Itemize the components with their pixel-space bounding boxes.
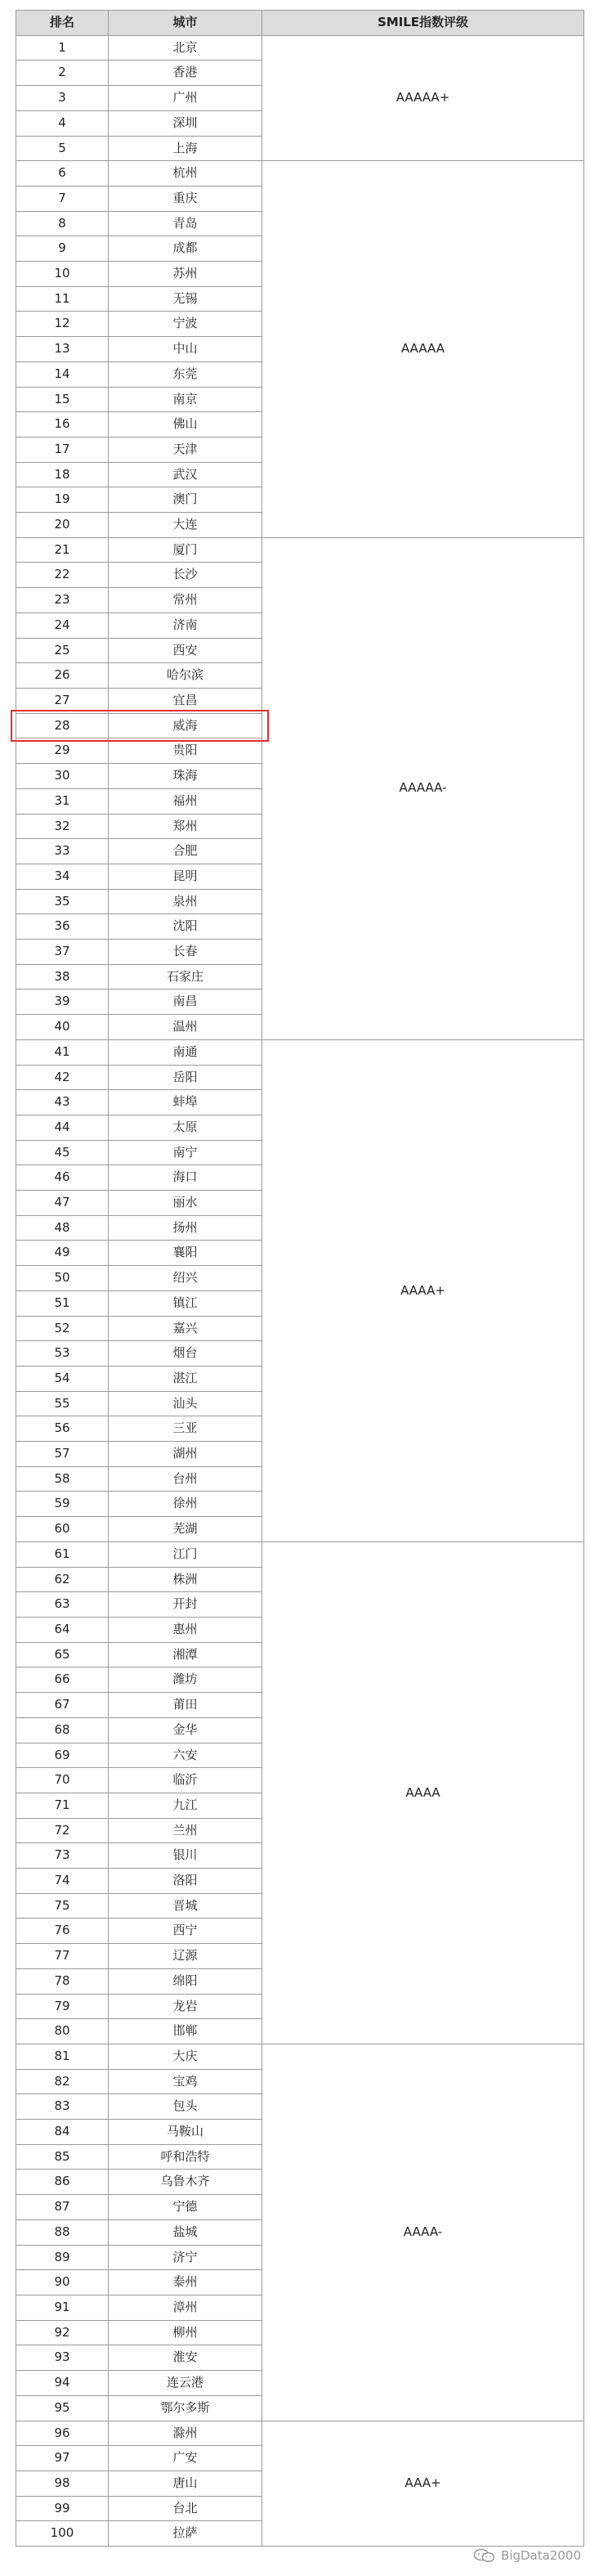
rank-cell: 14 [16,361,109,387]
rank-cell: 1 [16,35,109,61]
city-cell: 扬州 [109,1215,262,1241]
rank-cell: 76 [16,1919,109,1944]
rank-cell: 70 [16,1768,109,1793]
rank-cell: 54 [16,1366,109,1391]
rank-cell: 29 [16,738,109,764]
rank-cell: 18 [16,462,109,487]
rank-cell: 49 [16,1241,109,1266]
rank-cell: 28 [16,713,109,738]
city-cell: 东莞 [109,361,262,387]
city-cell: 漳州 [109,2295,262,2320]
rank-cell: 23 [16,588,109,613]
rank-cell: 45 [16,1140,109,1165]
city-cell: 昆明 [109,864,262,889]
city-cell: 上海 [109,136,262,161]
city-cell: 徐州 [109,1492,262,1517]
city-cell: 绵阳 [109,1968,262,1994]
city-cell: 九江 [109,1793,262,1818]
rank-cell: 33 [16,839,109,864]
rank-cell: 19 [16,487,109,513]
rank-cell: 90 [16,2270,109,2296]
rank-cell: 15 [16,387,109,412]
city-cell: 莆田 [109,1693,262,1718]
city-cell: 合肥 [109,839,262,864]
rank-cell: 12 [16,312,109,337]
city-cell: 株洲 [109,1567,262,1592]
city-cell: 辽源 [109,1944,262,1969]
city-cell: 济南 [109,613,262,638]
city-cell: 深圳 [109,110,262,136]
rank-cell: 32 [16,814,109,839]
city-cell: 宁波 [109,312,262,337]
rank-cell: 99 [16,2496,109,2521]
rank-cell: 85 [16,2144,109,2170]
rank-cell: 58 [16,1466,109,1492]
rank-cell: 92 [16,2320,109,2345]
city-cell: 邯郸 [109,2019,262,2044]
rank-cell: 26 [16,663,109,689]
city-cell: 北京 [109,35,262,61]
city-cell: 大庆 [109,2044,262,2069]
city-cell: 佛山 [109,412,262,438]
city-cell: 拉萨 [109,2521,262,2547]
city-cell: 南昌 [109,990,262,1015]
city-cell: 长沙 [109,563,262,588]
table-row [16,537,584,563]
city-cell: 沈阳 [109,914,262,940]
city-cell: 江门 [109,1542,262,1567]
city-cell: 宁德 [109,2195,262,2220]
city-cell: 盐城 [109,2219,262,2245]
rank-cell: 24 [16,613,109,638]
rank-cell: 7 [16,186,109,211]
watermark-text: BigData2000 [501,2548,581,2563]
city-cell: 临沂 [109,1768,262,1793]
city-cell: 苏州 [109,262,262,287]
city-cell: 惠州 [109,1618,262,1643]
city-cell: 南京 [109,387,262,412]
rank-cell: 37 [16,940,109,965]
city-cell: 烟台 [109,1341,262,1367]
city-cell: 包头 [109,2094,262,2120]
table-row [16,2044,584,2069]
city-cell: 重庆 [109,186,262,211]
ranking-table [16,10,584,2547]
rank-cell: 69 [16,1743,109,1768]
rank-cell: 81 [16,2044,109,2069]
city-cell: 鄂尔多斯 [109,2395,262,2421]
city-cell: 乌鲁木齐 [109,2170,262,2195]
rank-cell: 8 [16,211,109,236]
rank-cell: 96 [16,2421,109,2446]
city-cell: 长春 [109,940,262,965]
rank-cell: 17 [16,437,109,462]
rank-cell: 42 [16,1065,109,1090]
city-cell: 金华 [109,1717,262,1743]
rank-cell: 60 [16,1517,109,1542]
city-cell: 湖州 [109,1442,262,1467]
rank-cell: 48 [16,1215,109,1241]
grade-cell: AAAA [262,1542,584,2044]
city-cell: 丽水 [109,1191,262,1216]
city-cell: 宜昌 [109,688,262,713]
rank-cell: 74 [16,1869,109,1894]
rank-cell: 44 [16,1115,109,1140]
city-cell: 洛阳 [109,1869,262,1894]
rank-cell: 72 [16,1818,109,1843]
rank-cell: 3 [16,86,109,111]
table-body [16,35,584,2546]
city-cell: 连云港 [109,2371,262,2396]
city-cell: 马鞍山 [109,2120,262,2145]
grade-cell: AAAA- [262,2044,584,2421]
rank-cell: 59 [16,1492,109,1517]
grade-cell: AAAAA+ [262,35,584,161]
city-cell: 常州 [109,588,262,613]
rank-cell: 13 [16,337,109,362]
rank-cell: 86 [16,2170,109,2195]
city-cell: 银川 [109,1843,262,1869]
city-cell: 郑州 [109,814,262,839]
grade-cell: AAA+ [262,2421,584,2547]
watermark [473,2548,581,2563]
grade-cell: AAAAA [262,161,584,538]
rank-cell: 36 [16,914,109,940]
rank-cell: 22 [16,563,109,588]
city-cell: 广州 [109,86,262,111]
rank-cell: 62 [16,1567,109,1592]
rank-cell: 75 [16,1893,109,1919]
rank-cell: 78 [16,1968,109,1994]
city-cell: 芜湖 [109,1517,262,1542]
rank-cell: 98 [16,2471,109,2496]
city-cell: 哈尔滨 [109,663,262,689]
table-row [16,161,584,186]
rank-cell: 38 [16,964,109,990]
rank-cell: 66 [16,1667,109,1693]
rank-cell: 61 [16,1542,109,1567]
city-cell: 温州 [109,1015,262,1040]
rank-cell: 100 [16,2521,109,2547]
city-cell: 滁州 [109,2421,262,2446]
rank-cell: 94 [16,2371,109,2396]
rank-cell: 6 [16,161,109,186]
city-cell: 湘潭 [109,1642,262,1667]
table-row [16,1039,584,1065]
city-cell: 西安 [109,638,262,663]
rank-cell: 27 [16,688,109,713]
wechat-icon [473,2548,496,2563]
rank-cell: 93 [16,2345,109,2371]
rank-cell: 47 [16,1191,109,1216]
city-cell: 宝鸡 [109,2069,262,2094]
rank-cell: 25 [16,638,109,663]
rank-cell: 83 [16,2094,109,2120]
city-cell: 襄阳 [109,1241,262,1266]
rank-cell: 43 [16,1090,109,1115]
rank-cell: 39 [16,990,109,1015]
rank-cell: 9 [16,236,109,262]
grade-cell: AAAA+ [262,1039,584,1542]
rank-cell: 34 [16,864,109,889]
rank-cell: 10 [16,262,109,287]
city-cell: 南通 [109,1039,262,1065]
city-cell: 海口 [109,1165,262,1191]
table-row [16,1542,584,1567]
city-cell: 兰州 [109,1818,262,1843]
rank-cell: 40 [16,1015,109,1040]
city-cell: 石家庄 [109,964,262,990]
city-cell: 青岛 [109,211,262,236]
city-cell: 汕头 [109,1391,262,1416]
city-cell: 嘉兴 [109,1316,262,1341]
city-cell: 六安 [109,1743,262,1768]
rank-cell: 64 [16,1618,109,1643]
city-cell: 泉州 [109,889,262,914]
rank-cell: 41 [16,1039,109,1065]
rank-cell: 57 [16,1442,109,1467]
city-cell: 中山 [109,337,262,362]
rank-cell: 63 [16,1592,109,1618]
rank-cell: 35 [16,889,109,914]
city-cell: 太原 [109,1115,262,1140]
rank-cell: 97 [16,2446,109,2471]
rank-cell: 89 [16,2245,109,2270]
grade-cell: AAAAA- [262,537,584,1039]
rank-cell: 55 [16,1391,109,1416]
city-cell: 大连 [109,513,262,538]
rank-cell: 82 [16,2069,109,2094]
city-cell: 台北 [109,2496,262,2521]
rank-cell: 79 [16,1994,109,2019]
city-cell: 西宁 [109,1919,262,1944]
header-rank: 排名 [16,11,109,36]
rank-cell: 52 [16,1316,109,1341]
rank-cell: 53 [16,1341,109,1367]
rank-cell: 16 [16,412,109,438]
rank-cell: 20 [16,513,109,538]
header-city: 城市 [109,11,262,36]
rank-cell: 46 [16,1165,109,1191]
city-cell: 珠海 [109,764,262,789]
rank-cell: 65 [16,1642,109,1667]
rank-cell: 51 [16,1290,109,1316]
city-cell: 南宁 [109,1140,262,1165]
rank-cell: 5 [16,136,109,161]
city-cell: 三亚 [109,1416,262,1442]
rank-cell: 50 [16,1266,109,1291]
city-cell: 武汉 [109,462,262,487]
city-cell: 福州 [109,788,262,814]
city-cell: 柳州 [109,2320,262,2345]
header-grade: SMILE指数评级 [262,11,584,36]
rank-cell: 30 [16,764,109,789]
rank-cell: 21 [16,537,109,563]
rank-cell: 80 [16,2019,109,2044]
rank-cell: 71 [16,1793,109,1818]
rank-cell: 91 [16,2295,109,2320]
city-cell: 唐山 [109,2471,262,2496]
rank-cell: 2 [16,61,109,86]
city-cell: 呼和浩特 [109,2144,262,2170]
city-cell: 开封 [109,1592,262,1618]
city-cell: 台州 [109,1466,262,1492]
city-cell: 无锡 [109,286,262,312]
table-row [16,35,584,61]
city-cell: 天津 [109,437,262,462]
city-cell: 龙岩 [109,1994,262,2019]
city-cell: 成都 [109,236,262,262]
rank-cell: 56 [16,1416,109,1442]
city-cell: 厦门 [109,537,262,563]
city-cell: 济宁 [109,2245,262,2270]
table-header-row [16,11,584,36]
rank-cell: 68 [16,1717,109,1743]
rank-cell: 73 [16,1843,109,1869]
rank-cell: 84 [16,2120,109,2145]
rank-cell: 87 [16,2195,109,2220]
city-cell: 威海 [109,713,262,738]
city-cell: 岳阳 [109,1065,262,1090]
city-cell: 蚌埠 [109,1090,262,1115]
city-cell: 湛江 [109,1366,262,1391]
ranking-table-container [16,10,583,2547]
city-cell: 潍坊 [109,1667,262,1693]
rank-cell: 67 [16,1693,109,1718]
city-cell: 绍兴 [109,1266,262,1291]
city-cell: 香港 [109,61,262,86]
rank-cell: 95 [16,2395,109,2421]
city-cell: 澳门 [109,487,262,513]
city-cell: 泰州 [109,2270,262,2296]
city-cell: 杭州 [109,161,262,186]
table-row [16,2421,584,2446]
city-cell: 淮安 [109,2345,262,2371]
rank-cell: 88 [16,2219,109,2245]
city-cell: 贵阳 [109,738,262,764]
rank-cell: 77 [16,1944,109,1969]
rank-cell: 31 [16,788,109,814]
city-cell: 广安 [109,2446,262,2471]
rank-cell: 4 [16,110,109,136]
rank-cell: 11 [16,286,109,312]
city-cell: 镇江 [109,1290,262,1316]
city-cell: 晋城 [109,1893,262,1919]
